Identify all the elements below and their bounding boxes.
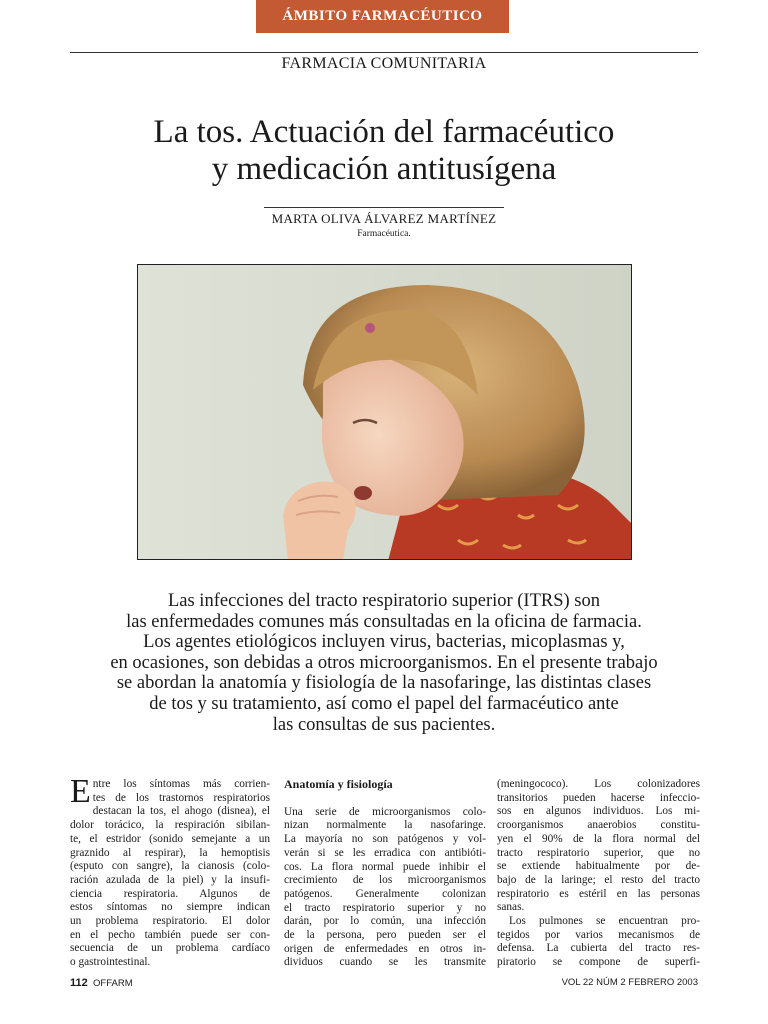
text-line: destacan la tos, el ahogo (disnea), el (92, 805, 270, 818)
author-divider (264, 207, 504, 208)
text-line: tracto respiratorio superior, que no (497, 846, 700, 859)
text-line: o gastrointestinal. (70, 956, 151, 969)
text-line: un problema respiratorio. El dolor (70, 915, 270, 928)
text-line: secuencia de un problema cardíaco (70, 942, 270, 955)
article-photo (137, 264, 632, 560)
section-tag: ÁMBITO FARMACÉUTICO (256, 0, 509, 33)
text-line: respiratorio es estéril en las personas (497, 887, 700, 900)
text-line: dividuos cuando se les transmite (284, 956, 486, 969)
text-line: estos síntomas no siempre indican (70, 901, 270, 914)
author-affiliation: Farmacéutica. (357, 229, 411, 239)
text-line: piratorio se compone de superfi- (497, 956, 700, 969)
journal-name: OFFARM (93, 978, 133, 989)
body-column-1 (70, 773, 270, 970)
text-line: transitorios pueden hacerse infeccio- (497, 791, 700, 804)
text-line: (esputo con sangre), la cianosis (colo- (70, 860, 270, 873)
text-line: ntre los síntomas más corrien- (92, 778, 270, 790)
abstract-line: las enfermedades comunes más consultadas en la oficina de farmacia. (126, 611, 642, 632)
text-line: ciencia respiratoria. Algunos de (70, 887, 270, 900)
text-line: te, el estridor (sonido semejante a un (70, 832, 270, 845)
abstract-line: Las infecciones del tracto respiratorio superior (ITRS) son (167, 591, 601, 611)
text-line: tes de los trastornos respiratorios (92, 791, 270, 804)
text-line: (meningococo). Los colonizadores (497, 778, 700, 790)
abstract-line: las consultas de sus pacientes. (272, 714, 496, 735)
article-title (0, 114, 768, 188)
coughing-child-illustration (138, 265, 632, 560)
text-line: el tracto respiratorio superior y no (284, 901, 486, 914)
text-line: bajo de la laringe; el resto del tracto (497, 873, 700, 886)
text-line: defensa. La cubierta del tracto res- (497, 942, 700, 955)
text-line: graznido al respirar), la hemoptisis (70, 846, 270, 859)
text-line: Una serie de microorganismos colo- (284, 805, 486, 818)
abstract-line: en ocasiones, son debidas a otros microorganismos. En el presente trabajo (110, 652, 658, 673)
text-line: se extiende habitualmente por de- (497, 860, 700, 873)
page-number: 112 (70, 977, 88, 989)
abstract-line: de tos y su tratamiento, así como el papel del farmacéutico ante (149, 693, 619, 714)
footer-issue: VOL 22 NÚM 2 FEBRERO 2003 (561, 977, 698, 988)
text-line: patógenos. Generalmente colonizan (284, 887, 486, 900)
subsection-title: FARMACIA COMUNITARIA (281, 55, 487, 72)
text-line: ración azulada de la piel) y la insufi- (70, 873, 270, 886)
text-line: origen de enfermedades en otros in- (284, 942, 486, 955)
text-line: verán si se les erradica con antibióti- (284, 846, 486, 859)
top-divider (70, 52, 698, 53)
text-line: en el pecho también puede ser con- (70, 928, 270, 941)
text-line: yen el 90% de la flora normal del (497, 832, 700, 845)
text-line: crecimiento de los microorganismos (284, 874, 486, 887)
text-line: sos en algunos individuos. Los mi- (497, 805, 700, 818)
text-line: darán, por lo común, una infección (284, 915, 486, 928)
text-line: cos. La flora normal puede inhibir el (284, 860, 486, 873)
body-column-3 (497, 778, 700, 970)
body-column-2 (284, 778, 486, 970)
text-line: nizan normalmente la nasofaringe. (284, 819, 486, 832)
text-line: Los pulmones se encuentran pro- (509, 915, 700, 928)
text-line: dolor torácico, la respiración sibilan- (70, 819, 270, 832)
author-name: MARTA OLIVA ÁLVAREZ MARTÍNEZ (271, 211, 497, 226)
footer-left (70, 977, 133, 989)
title-line: La tos. Actuación del farmacéutico (153, 114, 615, 150)
text-line: de la persona, pero pueden ser el (284, 929, 486, 942)
text-line: croorganismos anaerobios constitu- (497, 819, 700, 832)
abstract-line: Los agentes etiológicos incluyen virus, bacterias, micoplasmas y, (143, 632, 625, 653)
title-line: y medicación antitusígena (211, 151, 557, 187)
text-line: tegidos por varios mecanismos de (497, 928, 700, 941)
text-line: sanas. (497, 901, 525, 914)
section-heading: Anatomía y fisiología (284, 777, 393, 791)
drop-cap: E (70, 773, 91, 810)
article-abstract (60, 591, 708, 735)
abstract-line: se abordan la anatomía y fisiología de la nasofaringe, las distintas clases (116, 673, 652, 694)
text-line: La mayoría no son patógenos y vol- (284, 833, 486, 846)
